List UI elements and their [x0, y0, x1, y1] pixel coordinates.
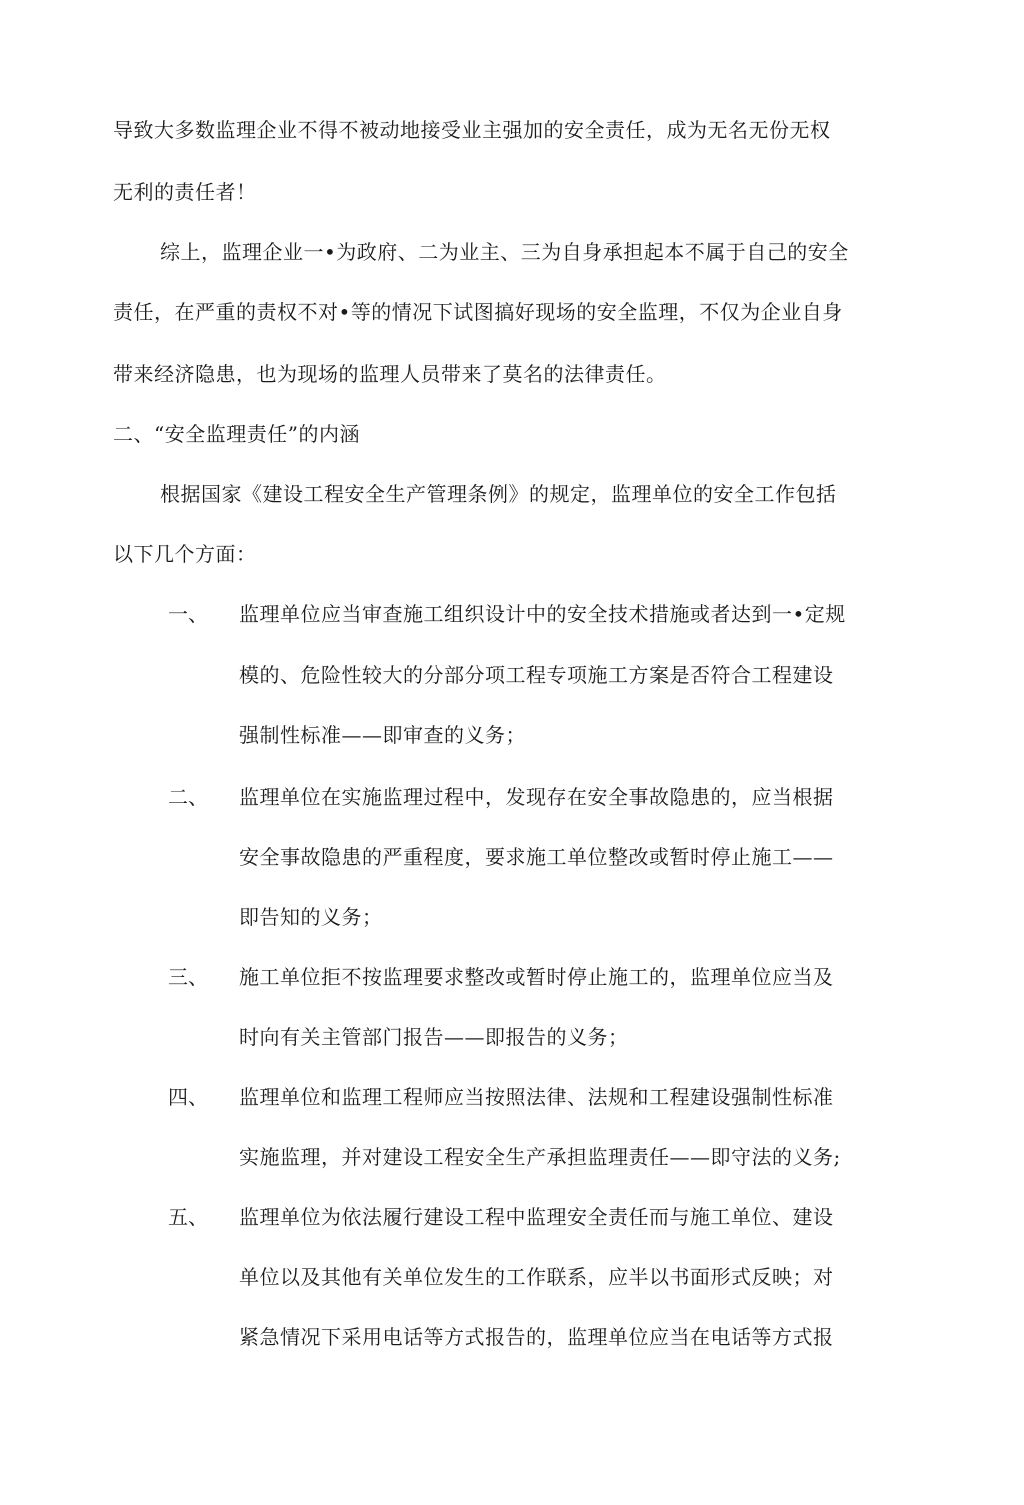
list-item-number: 一、: [168, 602, 208, 626]
list-item-line: 实施监理，并对建设工程安全生产承担监理责任——即守法的义务;: [239, 1145, 841, 1169]
paragraph-line: 根据国家《建设工程安全生产管理条例》的规定，监理单位的安全工作包括: [160, 482, 837, 506]
list-item-line: 紧急情况下采用电话等方式报告的，监理单位应当在电话等方式报: [239, 1325, 834, 1349]
list-item-line: 即告知的义务；: [239, 905, 383, 929]
paragraph-line: 责任，在严重的责权不对•等的情况下试图搞好现场的安全监理，不仅为企业自身: [113, 300, 843, 324]
list-item-line: 监理单位和监理工程师应当按照法律、法规和工程建设强制性标准: [239, 1085, 834, 1109]
paragraph-line: 以下几个方面：: [113, 542, 257, 566]
list-item-line: 监理单位应当审查施工组织设计中的安全技术措施或者达到一•定规: [239, 602, 846, 626]
paragraph-line: 带来经济隐患，也为现场的监理人员带来了莫名的法律责任。: [113, 362, 667, 386]
list-item-line: 安全事故隐患的严重程度，要求施工单位整改或暂时停止施工——: [239, 845, 834, 869]
list-item-number: 四、: [168, 1085, 208, 1109]
list-item-number: 五、: [168, 1205, 208, 1229]
list-item-number: 二、: [168, 785, 208, 809]
paragraph-line: 无利的责任者！: [113, 180, 257, 204]
list-item-line: 监理单位在实施监理过程中，发现存在安全事故隐患的，应当根据: [239, 785, 834, 809]
list-item-line: 时向有关主管部门报告——即报告的义务；: [239, 1025, 629, 1049]
list-item-line: 监理单位为依法履行建设工程中监理安全责任而与施工单位、建设: [239, 1205, 834, 1229]
list-item-number: 三、: [168, 965, 208, 989]
list-item-line: 强制性标准——即审查的义务；: [239, 723, 526, 747]
paragraph-line: 综上，监理企业一•为政府、二为业主、三为自身承担起本不属于自己的安全: [160, 240, 849, 264]
list-item-line: 施工单位拒不按监理要求整改或暂时停止施工的，监理单位应当及: [239, 965, 834, 989]
section-heading: 二、“安全监理责任”的内涵: [113, 422, 360, 446]
list-item-line: 单位以及其他有关单位发生的工作联系，应半以书面形式反映；对: [239, 1265, 834, 1289]
list-item-line: 模的、危险性较大的分部分项工程专项施工方案是否符合工程建设: [239, 663, 834, 687]
paragraph-line: 导致大多数监理企业不得不被动地接受业主强加的安全责任，成为无名无份无权: [113, 118, 831, 142]
